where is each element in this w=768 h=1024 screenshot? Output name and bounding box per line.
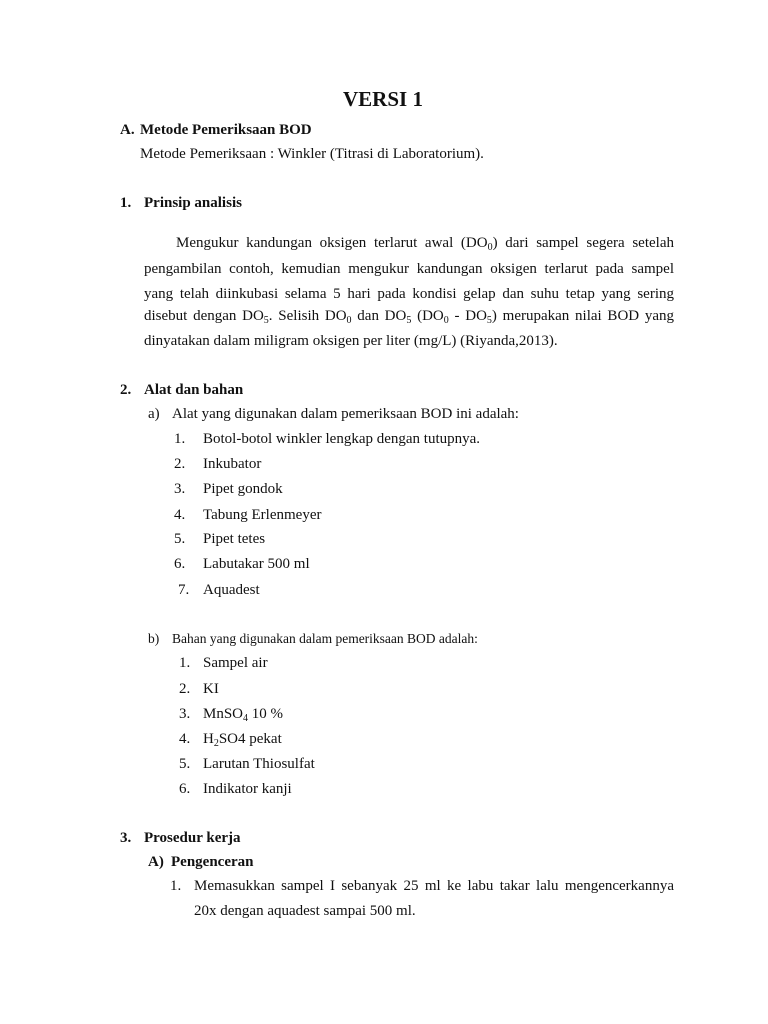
materials-item-6-num: 6. — [179, 781, 191, 797]
section-a-heading: Metode Pemeriksaan BOD — [140, 122, 312, 138]
tools-item-5-num: 5. — [174, 531, 186, 547]
materials-item-5: Larutan Thiosulfat — [203, 756, 315, 772]
procedure-item-1-line-1: Memasukkan sampel I sebanyak 25 ml ke labu takar lalu mengencerkannya — [194, 878, 674, 894]
tools-item-3: Pipet gondok — [203, 481, 283, 497]
procedure-item-1-line-2: 20x dengan aquadest sampai 500 ml. — [194, 903, 416, 919]
sub-a-marker: a) — [148, 406, 160, 422]
tools-item-6-num: 6. — [174, 556, 186, 572]
paragraph-line-3: yang telah diinkubasi selama 5 hari pada kondisi gelap dan suhu tetap yang sering — [144, 286, 674, 302]
materials-item-5-num: 5. — [179, 756, 191, 772]
tools-item-7: Aquadest — [203, 582, 260, 598]
paragraph-line-4: disebut dengan $DO_5$. Selisih $DO_0$ dan $DO_5$ $(DO_0 - DO_5)$ merupakan nilai BOD yang — [144, 308, 675, 326]
materials-item-2-num: 2. — [179, 681, 191, 697]
tools-item-3-num: 3. — [174, 481, 186, 497]
procedure-item-1-num: 1. — [170, 878, 182, 894]
tools-item-4-num: 4. — [174, 507, 186, 523]
method-line: Metode Pemeriksaan : Winkler (Titrasi di Laboratorium). — [140, 146, 484, 162]
sub-A-heading: Pengenceran — [171, 854, 254, 870]
materials-item-1: Sampel air — [203, 655, 268, 671]
materials-item-3-num: 3. — [179, 706, 191, 722]
materials-item-4: $H_2SO4$ pekat — [203, 731, 282, 749]
materials-item-6: Indikator kanji — [203, 781, 292, 797]
tools-item-6: Labutakar 500 ml — [203, 556, 310, 572]
sub-a-intro: Alat yang digunakan dalam pemeriksaan BOD ini adalah: — [172, 406, 519, 422]
paragraph-line-5: dinyatakan dalam miligram oksigen per liter (mg/L) (Riyanda,2013). — [144, 333, 558, 349]
tools-item-4: Tabung Erlenmeyer — [203, 507, 322, 523]
section-2-heading: Alat dan bahan — [144, 382, 244, 398]
tools-item-1: Botol-botol winkler lengkap dengan tutupnya. — [203, 431, 481, 447]
materials-item-2: KI — [203, 681, 219, 697]
sub-b-marker: b) — [148, 631, 160, 646]
section-2-marker: 2. — [120, 382, 132, 398]
sub-A-marker: A) — [148, 854, 164, 870]
page-title: VERSI 1 — [343, 87, 423, 111]
section-3-heading: Prosedur kerja — [144, 830, 241, 846]
tools-item-5: Pipet tetes — [203, 531, 266, 547]
tools-item-2: Inkubator — [203, 456, 262, 472]
tools-item-1-num: 1. — [174, 431, 186, 447]
section-a-marker: A. — [120, 122, 135, 138]
paragraph-line-2: pengambilan contoh, kemudian mengukur kandungan oksigen terlarut pada sampel — [144, 261, 674, 277]
section-1-marker: 1. — [120, 195, 132, 211]
tools-item-7-num: 7. — [178, 582, 190, 598]
materials-item-1-num: 1. — [179, 655, 191, 671]
paragraph-line-1: Mengukur kandungan oksigen terlarut awal $(DO_0)$ dari sampel segera setelah — [176, 235, 674, 253]
tools-item-2-num: 2. — [174, 456, 186, 472]
materials-item-4-num: 4. — [179, 731, 191, 747]
materials-item-3: MnSO$_4$ 10 % — [203, 706, 284, 724]
section-1-heading: Prinsip analisis — [144, 195, 242, 211]
sub-b-intro: Bahan yang digunakan dalam pemeriksaan BOD adalah: — [172, 631, 478, 646]
section-3-marker: 3. — [120, 830, 132, 846]
